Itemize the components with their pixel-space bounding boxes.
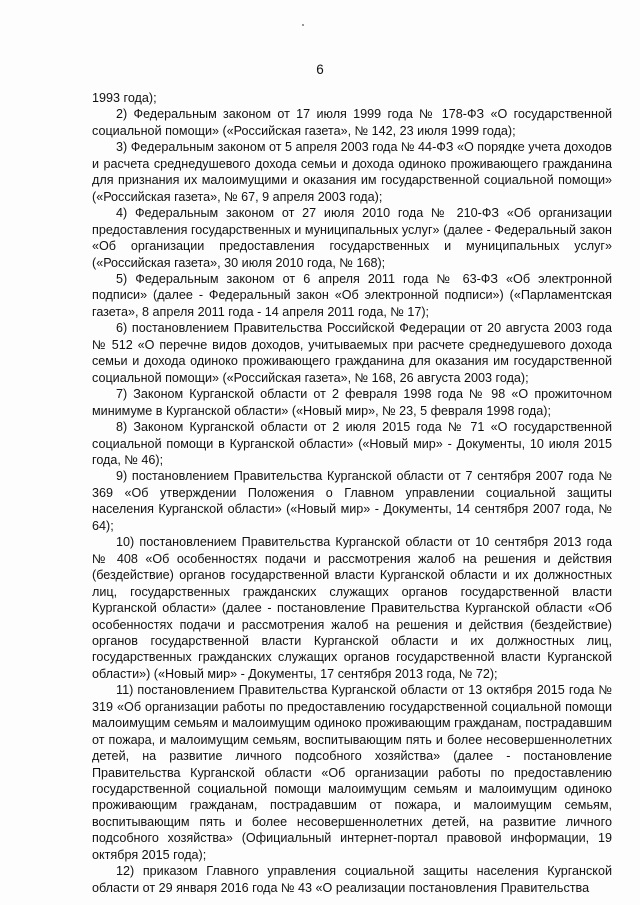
- list-item-4: 4) Федеральным законом от 27 июля 2010 года № 210-ФЗ «Об организации предоставления государственных и муниципальных услуг» (далее - Федеральный закон «Об организации предоставления государственных и муниципальных услуг» («Российская газета», 30 июля 2010 года, № 168);: [92, 206, 612, 270]
- list-item-12: 12) приказом Главного управления социальной защиты населения Курганской области от 29 января 2016 года № 43 «О реализации постановления Правительства: [92, 864, 612, 895]
- list-item-7: 7) Законом Курганской области от 2 февраля 1998 года № 98 «О прожиточном минимуме в Курганской области» («Новый мир», № 23, 5 февраля 1998 года);: [92, 387, 612, 418]
- list-item-8: 8) Законом Курганской области от 2 июля 2015 года № 71 «О государственной социальной помощи в Курганской области» («Новый мир» - Документы, 10 июля 2015 года, № 46);: [92, 420, 612, 467]
- document-body: [92, 90, 612, 896]
- list-item-2: 2) Федеральным законом от 17 июля 1999 года № 178-ФЗ «О государственной социальной помощи» («Российская газета», № 142, 23 июля 1999 года);: [92, 107, 612, 138]
- list-item-9: 9) постановлением Правительства Курганской области от 7 сентября 2007 года № 369 «Об утверждении Положения о Главном управлении социальной защиты населения Курганской области» («Новый мир» - Документы, 14 сентября 2007 года, № 64);: [92, 469, 612, 533]
- list-item-11: 11) постановлением Правительства Курганской области от 13 октября 2015 года № 319 «Об организации работы по предоставлению государственной социальной помощи малоимущим семьям и малоимущим одиноко проживающим гражданам, пострадавшим от пожара, и малоимущим семьям, воспитывающим пять и более несовершеннолетних детей, на развитие личного подсобного хозяйства» (далее - постановление Правительства Курганской области «Об организации работы по предоставлению государственной социальной помощи малоимущим семьям и малоимущим одиноко проживающим гражданам, пострадавшим от пожара, и малоимущим семьям, воспитывающим пять и более несовершеннолетних детей, на развитие личного подсобного хозяйства» (Официальный интернет-портал правовой информации, 19 октября 2015 года);: [92, 683, 612, 862]
- list-item-3: 3) Федеральным законом от 5 апреля 2003 года № 44-ФЗ «О порядке учета доходов и расчета среднедушевого дохода семьи и дохода одиноко проживающего гражданина для признания их малоимущими и оказания им государственной социальной помощи» («Российская газета», № 67, 9 апреля 2003 года);: [92, 140, 612, 204]
- page-number: 6: [316, 62, 324, 77]
- list-item-6: 6) постановлением Правительства Российской Федерации от 20 августа 2003 года № 512 «О перечне видов доходов, учитываемых при расчете среднедушевого дохода семьи и дохода одиноко проживающего гражданина для оказания им государственной социальной помощи» («Российская газета», № 168, 26 августа 2003 года);: [92, 321, 612, 385]
- scan-speck: [302, 24, 304, 26]
- paragraph-continuation: 1993 года);: [92, 91, 157, 105]
- list-item-10: 10) постановлением Правительства Курганской области от 10 сентября 2013 года № 408 «Об особенностях подачи и рассмотрения жалоб на решения и действия (бездействие) органов государственной власти Курганской области и их должностных лиц, государственных гражданских служащих органов государственной власти Курганской области» (далее - постановление Правительства Курганской области «Об особенностях подачи и рассмотрения жалоб на решения и действия (бездействие) органов государственной власти Курганской области и их должностных лиц, государственных гражданских служащих органов государственной власти Курганской области») («Новый мир» - Документы, 17 сентября 2013 года, № 72);: [92, 535, 612, 681]
- list-item-5: 5) Федеральным законом от 6 апреля 2011 года № 63-ФЗ «Об электронной подписи» (далее - Федеральный закон «Об электронной подписи») («Парламентская газета», 8 апреля 2011 года - 14 апреля 2011 года, № 17);: [92, 271, 612, 319]
